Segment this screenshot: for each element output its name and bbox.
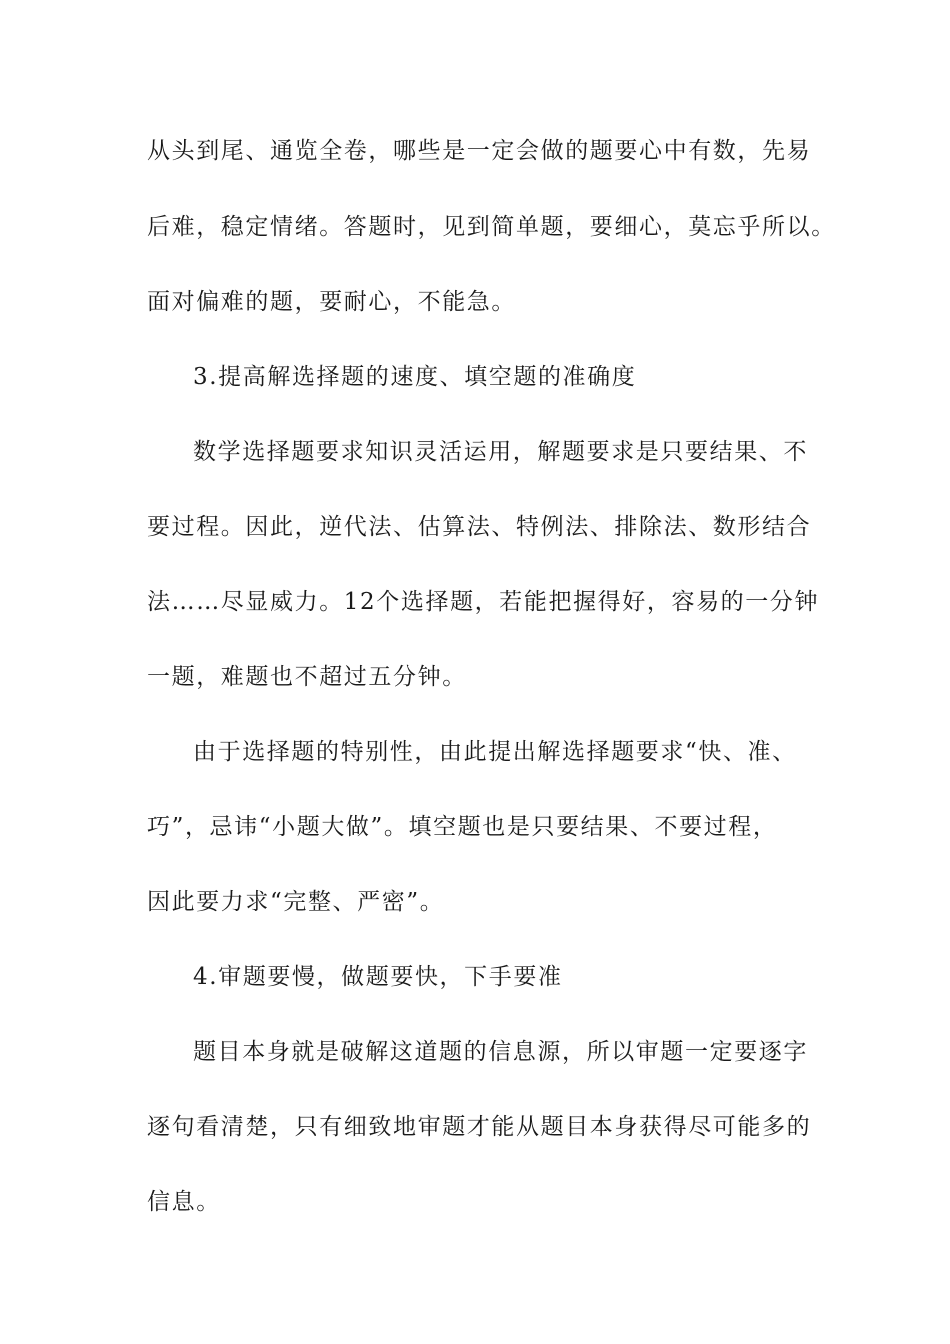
paragraph-line: 数学选择题要求知识灵活运用，解题要求是只要结果、不	[193, 439, 808, 465]
paragraph-line: 巧”，忌讳“小题大做”。填空题也是只要结果、不要过程，	[147, 814, 778, 840]
paragraph-line: 要过程。因此，逆代法、估算法、特例法、排除法、数形结合	[147, 514, 812, 540]
paragraph-line: 逐句看清楚，只有细致地审题才能从题目本身获得尽可能多的	[147, 1114, 812, 1140]
paragraph-line: 一题，难题也不超过五分钟。	[147, 664, 467, 690]
paragraph-line: 面对偏难的题，要耐心，不能急。	[147, 289, 516, 315]
paragraph-line: 后难，稳定情绪。答题时，见到简单题，要细心，莫忘乎所以。	[147, 214, 836, 240]
section-heading: 4.审题要慢，做题要快，下手要准	[193, 964, 563, 990]
paragraph-line: 题目本身就是破解这道题的信息源，所以审题一定要逐字	[193, 1039, 808, 1065]
paragraph-line: 由于选择题的特别性，由此提出解选择题要求“快、准、	[193, 739, 797, 765]
paragraph-line: 因此要力求“完整、严密”。	[147, 889, 445, 915]
paragraph-line: 信息。	[147, 1189, 221, 1215]
paragraph-line: 法……尽显威力。12个选择题，若能把握得好，容易的一分钟	[147, 589, 820, 615]
section-heading: 3.提高解选择题的速度、填空题的准确度	[193, 364, 637, 390]
paragraph-line: 从头到尾、通览全卷，哪些是一定会做的题要心中有数，先易	[147, 138, 812, 164]
